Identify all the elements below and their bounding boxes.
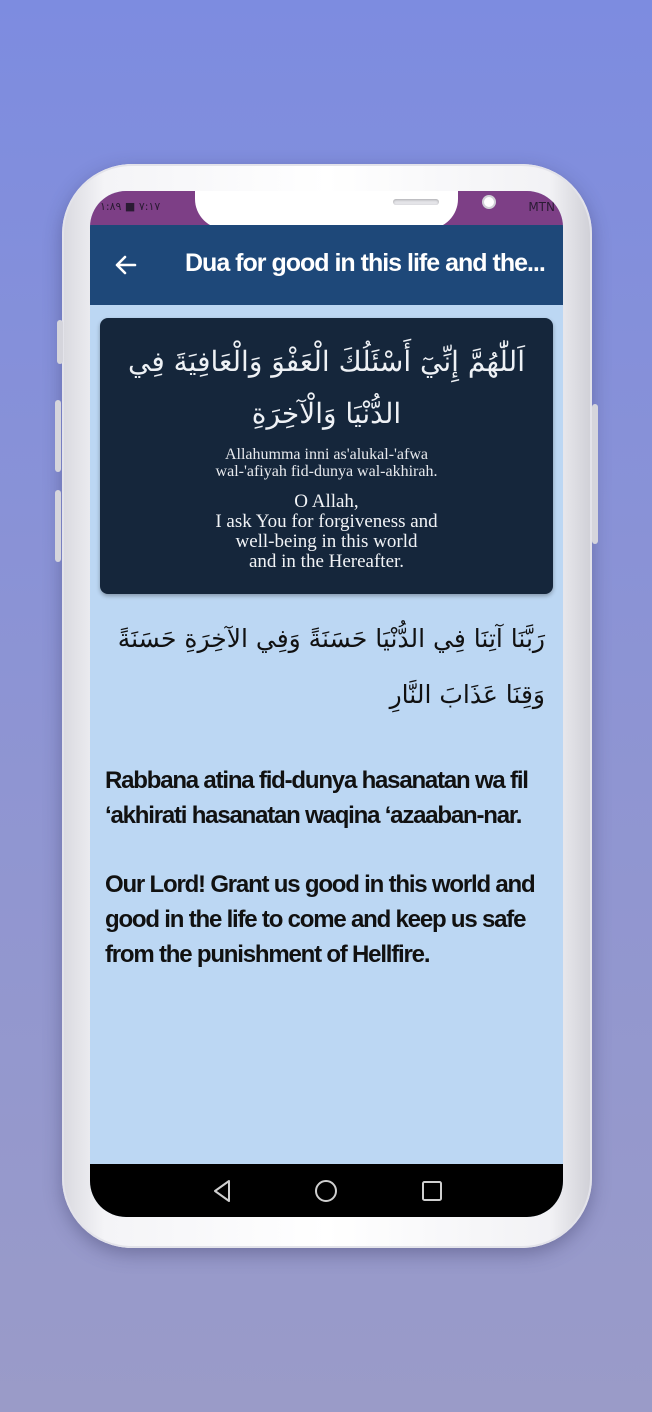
power-button bbox=[592, 404, 598, 544]
page-title: Dua for good in this life and the... bbox=[185, 249, 545, 277]
card-arabic-text: اَللّٰهُمَّ إِنِّيٓ أَسْئَلُكَ الْعَفْوَ وَالْعَافِيَةَ فِي الدُّنْيَا وَالْآخِرَةِ bbox=[128, 345, 525, 430]
nav-home-button[interactable] bbox=[312, 1177, 340, 1205]
dua-transliteration: Rabbana atina fid-dunya hasanatan wa fil ‘akhirati hasanatan waqina ‘azaaban-nar. bbox=[105, 767, 528, 829]
status-time-battery: ٧:١٧ ■ ١:٨٩ bbox=[100, 200, 161, 213]
arrow-left-icon bbox=[113, 252, 139, 278]
volume-up-button bbox=[55, 400, 61, 472]
triangle-back-icon bbox=[208, 1177, 236, 1205]
card-transliteration-line2: wal-'afiyah fid-dunya wal-akhirah. bbox=[215, 463, 438, 480]
volume-button bbox=[57, 320, 63, 364]
navigation-bar bbox=[90, 1164, 563, 1217]
nav-recents-button[interactable] bbox=[418, 1177, 446, 1205]
phone-screen bbox=[90, 191, 563, 1217]
nav-back-button[interactable] bbox=[208, 1177, 236, 1205]
card-transliteration bbox=[100, 446, 553, 480]
circle-home-icon bbox=[312, 1177, 340, 1205]
dua-arabic: رَبَّنَا آتِنَا فِي الدُّنْيَا حَسَنَةً وَفِي الآخِرَةِ حَسَنَةً وَقِنَا عَذَابَ النَّارِ bbox=[117, 624, 545, 709]
card-translation: O Allah, I ask You for forgiveness and well-being in this world and in the Hereafter. bbox=[215, 491, 438, 572]
back-button[interactable] bbox=[108, 247, 144, 283]
app-bar bbox=[90, 225, 563, 305]
notch bbox=[195, 191, 458, 229]
carrier-label: MTN bbox=[528, 200, 555, 214]
dua-translation: Our Lord! Grant us good in this world and good in the life to come and keep us safe from the punishment of Hellfire. bbox=[105, 871, 535, 968]
square-recents-icon bbox=[418, 1177, 446, 1205]
card-transliteration-line1: Allahumma inni as'alukal-'afwa bbox=[224, 446, 429, 463]
speaker-grill bbox=[393, 199, 439, 205]
dua-image-card bbox=[100, 318, 553, 594]
front-camera bbox=[482, 195, 496, 209]
dua-content bbox=[105, 611, 545, 972]
volume-down-button bbox=[55, 490, 61, 562]
